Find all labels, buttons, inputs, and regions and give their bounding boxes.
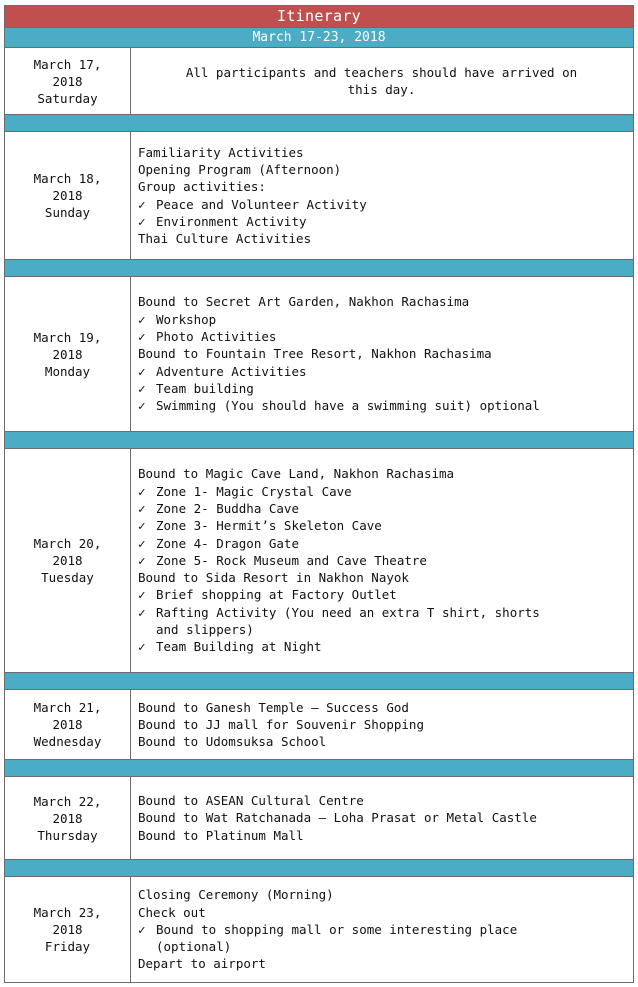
- date-label: March 23,: [33, 905, 102, 920]
- checkmark-icon: ✓: [138, 552, 146, 568]
- checklist-item: [138, 921, 625, 956]
- day-separator: [5, 859, 633, 876]
- day-date: [5, 277, 131, 431]
- checklist-item-label: Zone 5- Rock Museum and Cave Theatre: [156, 552, 427, 568]
- day-activities: [131, 690, 633, 759]
- checklist-item: [138, 483, 625, 500]
- checkmark-icon: ✓: [138, 639, 146, 655]
- checkmark-icon: ✓: [138, 213, 146, 229]
- weekday-label: Wednesday: [33, 734, 102, 749]
- checklist-item-label: Team Building at Night: [156, 639, 322, 655]
- checkmark-icon: ✓: [138, 500, 146, 516]
- checkmark-icon: ✓: [138, 518, 146, 534]
- checklist-item-label: Bound to shopping mall or some interesting place (optional): [156, 921, 518, 955]
- date-label: March 19,: [33, 329, 102, 345]
- day-separator: [5, 114, 633, 131]
- activity-line: Thai Culture Activities: [138, 231, 312, 247]
- activity-line: Bound to ASEAN Cultural Centre: [138, 793, 364, 809]
- day-date: [5, 877, 131, 982]
- checklist-item: [138, 638, 625, 655]
- day-row: [5, 276, 633, 431]
- day-row: [5, 776, 633, 859]
- date-range-banner: March 17-23, 2018: [5, 27, 633, 47]
- checklist-item-label: Swimming (You should have a swimming suit) optional: [156, 398, 540, 414]
- day-row: [5, 131, 633, 259]
- year-label: 2018: [52, 346, 83, 362]
- checkmark-icon: ✓: [138, 535, 146, 551]
- activity-line: Familiarity Activities: [138, 144, 304, 160]
- checklist-item: [138, 196, 625, 213]
- checkmark-icon: ✓: [138, 921, 146, 937]
- checkmark-icon: ✓: [138, 380, 146, 396]
- activity-line: Bound to Udomsuksa School: [138, 734, 327, 750]
- activity-line: Bound to Fountain Tree Resort, Nakhon Rachasima: [138, 346, 492, 362]
- day-row: [5, 47, 633, 114]
- weekday-label: Sunday: [44, 205, 91, 220]
- date-label: March 21,: [33, 700, 102, 715]
- checklist-item-label: Peace and Volunteer Activity: [156, 196, 367, 212]
- day-row: [5, 689, 633, 759]
- checklist-item-label: Zone 3- Hermit’s Skeleton Cave: [156, 518, 382, 534]
- activity-line: this day.: [347, 82, 416, 97]
- checklist-item: [138, 586, 625, 603]
- checklist-item: [138, 213, 625, 230]
- day-activities: [131, 48, 633, 114]
- date-label: March 20,: [33, 536, 102, 551]
- activity-line: Bound to Platinum Mall: [138, 827, 304, 843]
- checklist-item: [138, 363, 625, 380]
- day-separator: [5, 759, 633, 776]
- day-separator: [5, 672, 633, 689]
- year-label: 2018: [52, 717, 83, 732]
- activity-line: Bound to Wat Ratchanada – Loha Prasat or Metal Castle: [138, 810, 537, 826]
- day-activities: [131, 449, 633, 672]
- weekday-label: Friday: [44, 939, 91, 954]
- activity-line: Bound to Sida Resort in Nakhon Nayok: [138, 570, 409, 586]
- weekday-label: Saturday: [37, 90, 98, 106]
- checklist-item: [138, 535, 625, 552]
- weekday-label: Thursday: [37, 827, 98, 843]
- day-activities: [131, 777, 633, 859]
- day-date: [5, 48, 131, 114]
- activity-line: Depart to airport: [138, 956, 266, 972]
- day-date: [5, 132, 131, 259]
- checklist-item: [138, 311, 625, 328]
- activity-line: Group activities:: [138, 179, 266, 195]
- checklist-item: [138, 397, 625, 414]
- date-label: March 17,: [33, 56, 102, 72]
- year-label: 2018: [52, 810, 83, 826]
- checkmark-icon: ✓: [138, 196, 146, 212]
- checkmark-icon: ✓: [138, 363, 146, 379]
- activity-line: Opening Program (Afternoon): [138, 161, 342, 177]
- year-label: 2018: [52, 73, 83, 89]
- checklist-item: [138, 328, 625, 345]
- day-activities: [131, 277, 633, 431]
- checkmark-icon: ✓: [138, 329, 146, 345]
- checkmark-icon: ✓: [138, 483, 146, 499]
- day-date: [5, 690, 131, 759]
- checkmark-icon: ✓: [138, 311, 146, 327]
- checklist-item-label: Adventure Activities: [156, 363, 307, 379]
- activity-line: Bound to JJ mall for Souvenir Shopping: [138, 716, 424, 732]
- checklist-item-label: Zone 4- Dragon Gate: [156, 535, 299, 551]
- checklist-item-label: Environment Activity: [156, 213, 307, 229]
- activity-line: Bound to Magic Cave Land, Nakhon Rachasima: [138, 466, 455, 482]
- date-label: March 22,: [33, 793, 102, 809]
- day-separator: [5, 431, 633, 448]
- itinerary-title: Itinerary: [5, 5, 633, 27]
- year-label: 2018: [52, 922, 83, 937]
- itinerary-table: [4, 5, 634, 983]
- weekday-label: Tuesday: [41, 570, 94, 585]
- checklist-item: [138, 500, 625, 517]
- checklist-item-label: Rafting Activity (You need an extra T shirt, shorts and slippers): [156, 604, 540, 638]
- activity-line: Bound to Ganesh Temple – Success God: [138, 699, 409, 715]
- checkmark-icon: ✓: [138, 587, 146, 603]
- activity-line: Check out: [138, 904, 206, 920]
- checklist-item: [138, 380, 625, 397]
- date-label: March 18,: [33, 171, 102, 186]
- activity-line: Closing Ceremony (Morning): [138, 887, 334, 903]
- checkmark-icon: ✓: [138, 398, 146, 414]
- year-label: 2018: [52, 188, 83, 203]
- checklist-item-label: Zone 1- Magic Crystal Cave: [156, 483, 352, 499]
- checklist-item-label: Zone 2- Buddha Cave: [156, 500, 299, 516]
- checkmark-icon: ✓: [138, 604, 146, 620]
- day-row: [5, 876, 633, 982]
- day-row: [5, 448, 633, 672]
- activity-line: All participants and teachers should have arrived on: [185, 64, 578, 80]
- day-date: [5, 449, 131, 672]
- checklist-item-label: Workshop: [156, 311, 217, 327]
- checklist-item: [138, 604, 625, 639]
- checklist-item-label: Photo Activities: [156, 329, 277, 345]
- checklist-item-label: Brief shopping at Factory Outlet: [156, 587, 397, 603]
- day-separator: [5, 259, 633, 276]
- year-label: 2018: [52, 553, 83, 568]
- checklist-item: [138, 517, 625, 534]
- day-activities: [131, 877, 633, 982]
- day-activities: [131, 132, 633, 259]
- weekday-label: Monday: [44, 363, 91, 379]
- checklist-item: [138, 552, 625, 569]
- checklist-item-label: Team building: [156, 380, 254, 396]
- activity-line: Bound to Secret Art Garden, Nakhon Rachasima: [138, 294, 470, 310]
- day-date: [5, 777, 131, 859]
